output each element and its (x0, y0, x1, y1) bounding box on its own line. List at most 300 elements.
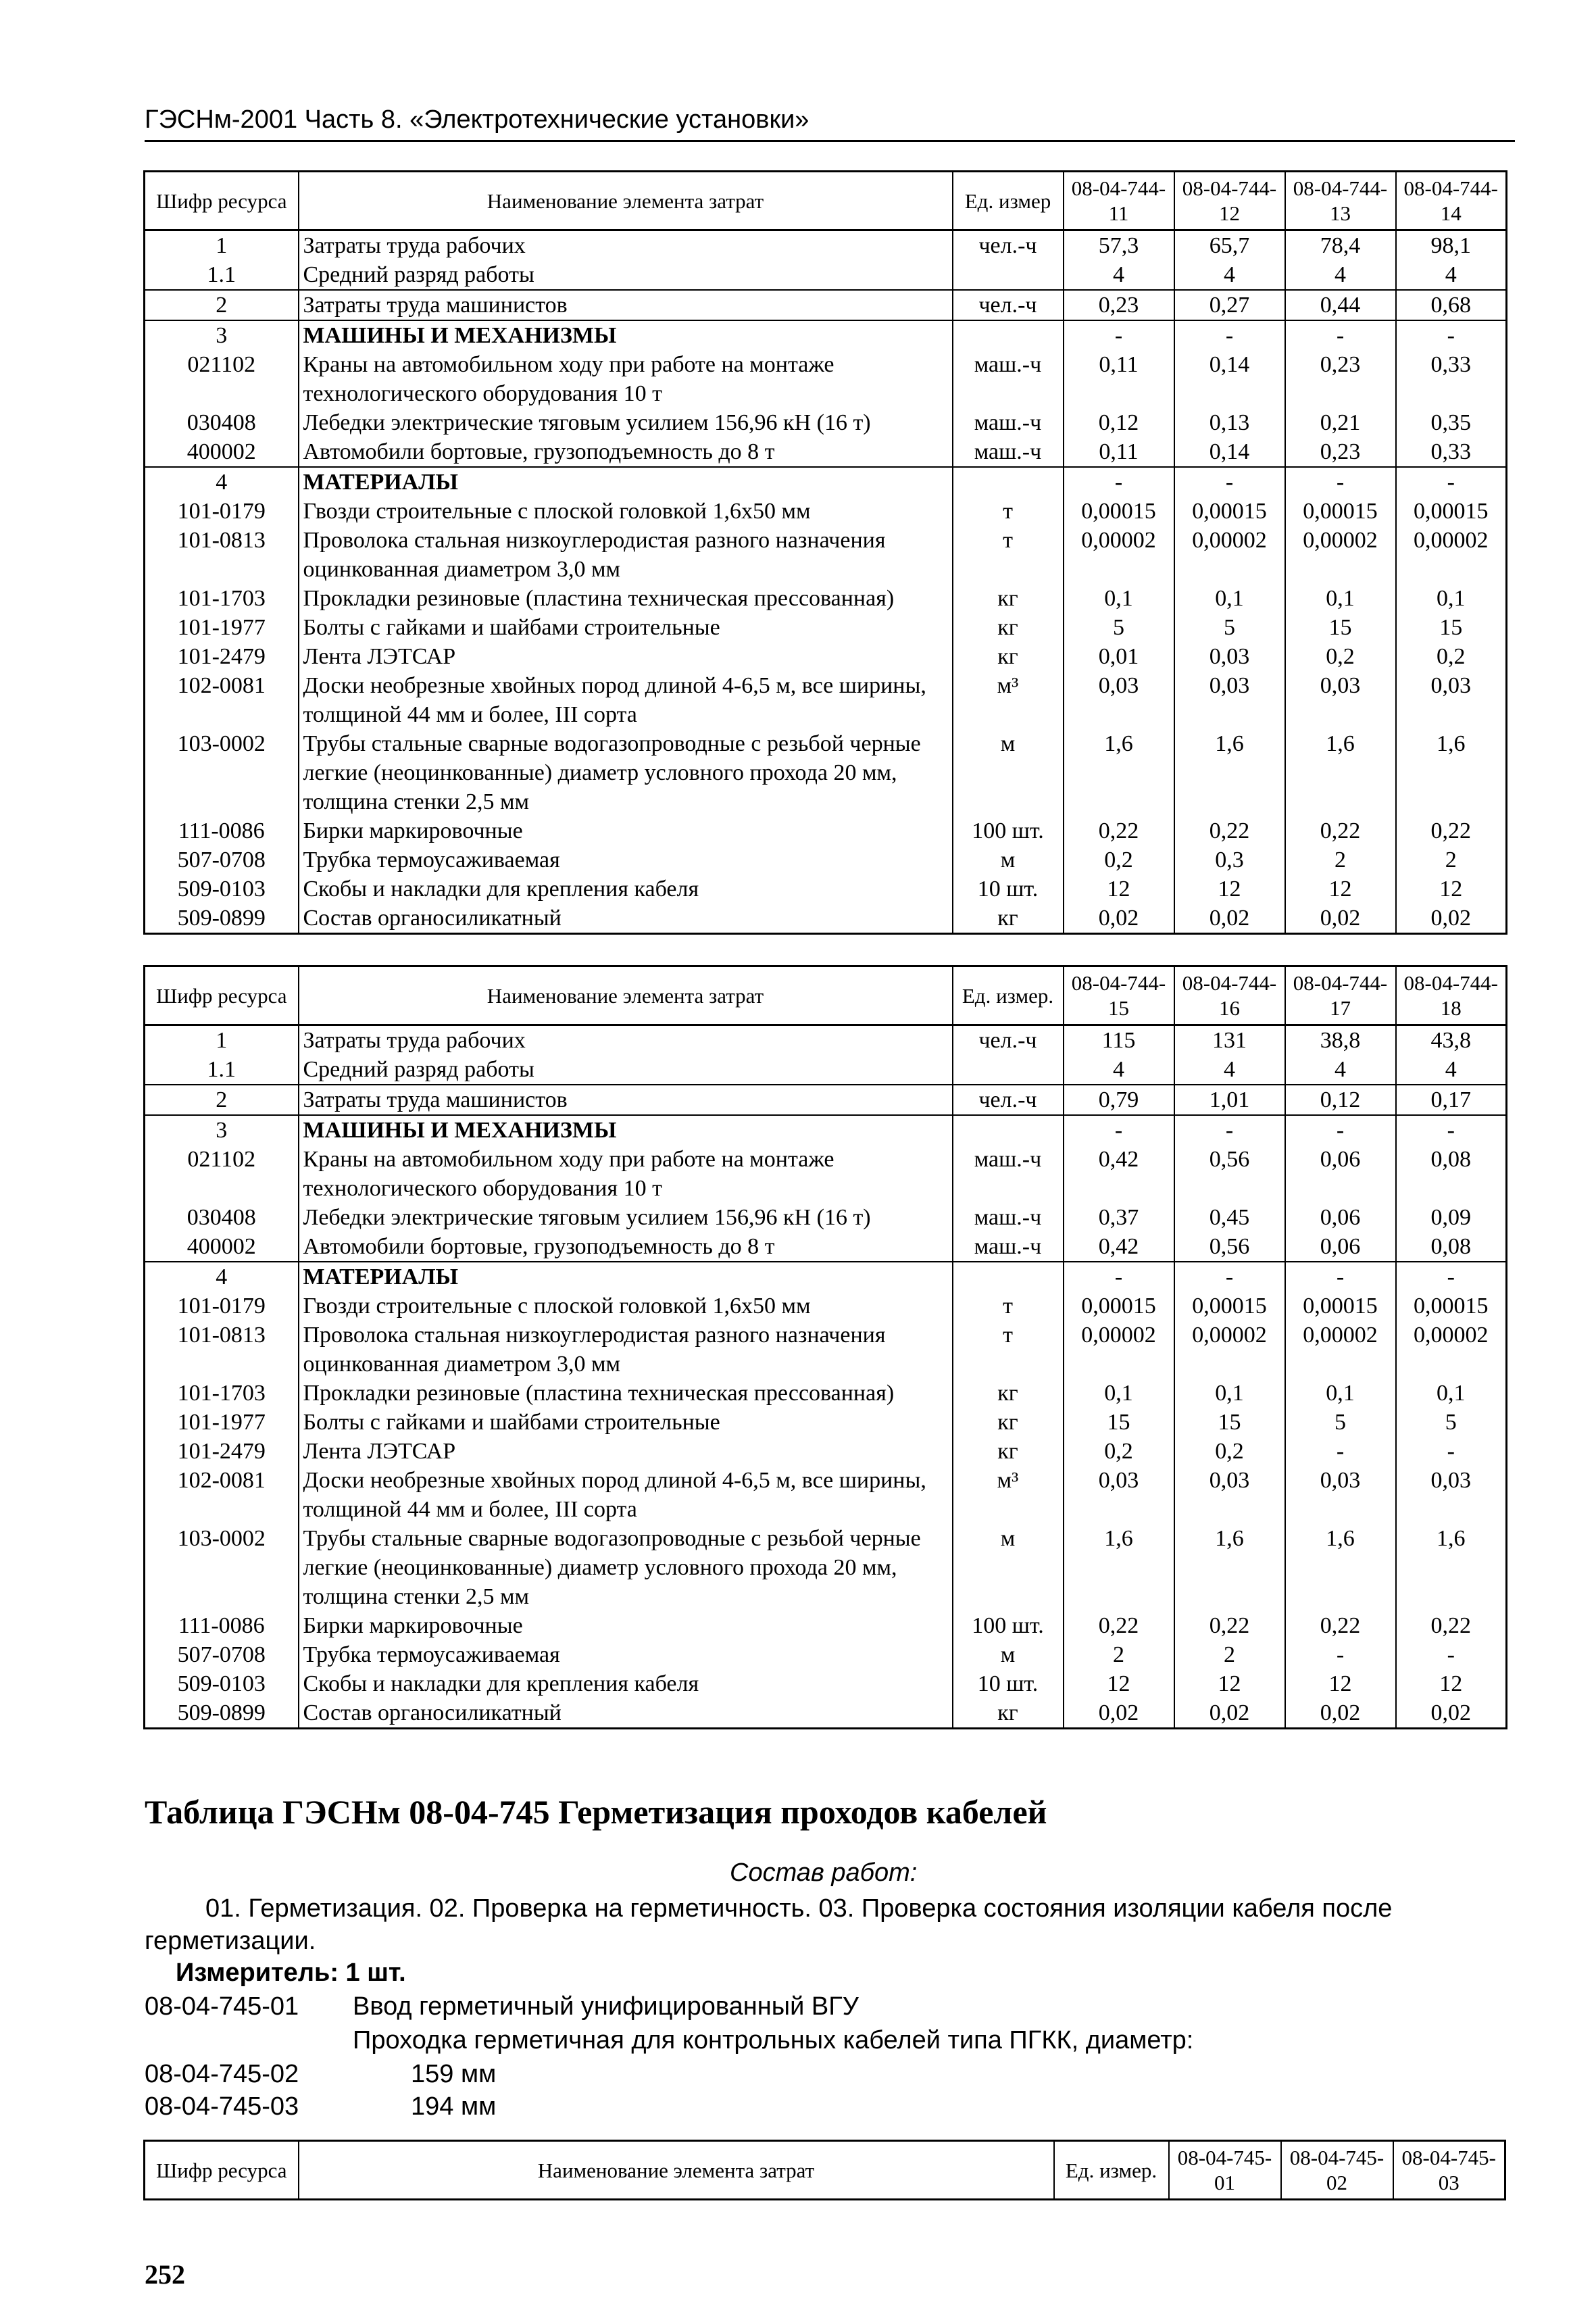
cell-value: 5 (1285, 1408, 1396, 1437)
table-row (145, 1379, 1507, 1408)
cell-value: - (1174, 1115, 1285, 1145)
cell-value: 0,22 (1064, 1611, 1174, 1640)
col-header-rate: 08-04-744-12 (1174, 172, 1285, 230)
cell-value: 2 (1396, 845, 1507, 875)
cell-value: 0,1 (1396, 1379, 1507, 1408)
cell-value: 12 (1064, 875, 1174, 904)
cell-value: 43,8 (1396, 1025, 1507, 1056)
cell-value: 0,1 (1174, 1379, 1285, 1408)
cell-value: 0,08 (1396, 1145, 1507, 1203)
resource-table-744-15-18 (143, 965, 1507, 1729)
cell-value: 0,12 (1064, 408, 1174, 437)
cell-value: - (1396, 1262, 1507, 1291)
cell-value: 115 (1064, 1025, 1174, 1056)
col-header-rate: 08-04-744-16 (1174, 966, 1285, 1025)
cell-value: 0,27 (1174, 290, 1285, 320)
page-number: 252 (145, 2259, 185, 2290)
cell-value: 0,23 (1285, 350, 1396, 408)
cell-name: Лента ЛЭТСАР (299, 1437, 953, 1466)
cell-unit: чел.-ч (953, 290, 1064, 320)
cell-value: 0,03 (1064, 1466, 1174, 1524)
table-row (145, 497, 1507, 526)
cell-code: 2 (145, 290, 299, 320)
cell-name: Состав органосиликатный (299, 1698, 953, 1729)
cell-code: 3 (145, 1115, 299, 1145)
col-header-shifr: Шифр ресурса (145, 966, 299, 1025)
cell-value: 0,00002 (1174, 1321, 1285, 1379)
cell-value: 0,08 (1396, 1232, 1507, 1262)
cell-name: Бирки маркировочные (299, 1611, 953, 1640)
cell-value: 0,00002 (1174, 526, 1285, 584)
table-header-row (145, 172, 1507, 230)
table-row (145, 1085, 1507, 1115)
cell-value: 0,00015 (1064, 1291, 1174, 1321)
cell-unit: чел.-ч (953, 230, 1064, 261)
cell-value: 0,1 (1396, 584, 1507, 613)
cell-value: 0,03 (1285, 671, 1396, 729)
cell-value: 0,2 (1396, 642, 1507, 671)
table-row (145, 1698, 1507, 1729)
cell-value: 12 (1174, 875, 1285, 904)
cell-value: 0,02 (1064, 1698, 1174, 1729)
col-header-rate: 08-04-744-15 (1064, 966, 1174, 1025)
cell-unit: маш.-ч (953, 1145, 1064, 1203)
cell-value: 5 (1064, 613, 1174, 642)
cell-code: 1 (145, 1025, 299, 1056)
cell-code: 101-2479 (145, 642, 299, 671)
cell-unit: м (953, 845, 1064, 875)
cell-unit: маш.-ч (953, 408, 1064, 437)
cell-name: Автомобили бортовые, грузоподъемность до 8 т (299, 1232, 953, 1262)
table-row (145, 1524, 1507, 1611)
cell-value: 1,6 (1396, 729, 1507, 816)
table-row (145, 1115, 1507, 1145)
cell-unit (953, 467, 1064, 497)
cell-value: 57,3 (1064, 230, 1174, 261)
cell-code: 101-2479 (145, 1437, 299, 1466)
cell-code: 1.1 (145, 260, 299, 290)
cell-code: 102-0081 (145, 1466, 299, 1524)
cell-name: Гвозди строительные с плоской головкой 1,6х50 мм (299, 497, 953, 526)
cell-unit: кг (953, 1379, 1064, 1408)
table-row (145, 1611, 1507, 1640)
cell-value: 0,11 (1064, 350, 1174, 408)
cell-name: Проволока стальная низкоуглеродистая разного назначения оцинкованная диаметром 3,0 мм (299, 1321, 953, 1379)
cell-unit: кг (953, 1408, 1064, 1437)
cell-value: 12 (1285, 875, 1396, 904)
cell-value: 0,1 (1285, 584, 1396, 613)
cell-value: 4 (1174, 1055, 1285, 1085)
cell-code: 030408 (145, 1203, 299, 1232)
cell-value: 0,2 (1285, 642, 1396, 671)
cell-code: 101-0813 (145, 1321, 299, 1379)
cell-name: Гвозди строительные с плоской головкой 1,6х50 мм (299, 1291, 953, 1321)
cell-value: - (1174, 320, 1285, 350)
cell-unit (953, 260, 1064, 290)
cell-unit (953, 320, 1064, 350)
cell-unit: кг (953, 904, 1064, 934)
cell-name: Затраты труда рабочих (299, 1025, 953, 1056)
cell-code: 3 (145, 320, 299, 350)
cell-name: МАТЕРИАЛЫ (299, 1262, 953, 1291)
cell-unit: м (953, 1524, 1064, 1611)
cell-value: 0,00015 (1174, 497, 1285, 526)
cell-value: 0,03 (1174, 1466, 1285, 1524)
cell-name: Прокладки резиновые (пластина техническая прессованная) (299, 1379, 953, 1408)
cell-unit: чел.-ч (953, 1085, 1064, 1115)
col-header-shifr: Шифр ресурса (145, 172, 299, 230)
cell-unit: маш.-ч (953, 1203, 1064, 1232)
cell-code: 4 (145, 1262, 299, 1291)
table-row (145, 1262, 1507, 1291)
cell-unit: кг (953, 584, 1064, 613)
table-row (145, 1025, 1507, 1056)
cell-value: 0,03 (1064, 671, 1174, 729)
cell-name: Проволока стальная низкоуглеродистая разного назначения оцинкованная диаметром 3,0 мм (299, 526, 953, 584)
cell-value: 0,01 (1064, 642, 1174, 671)
cell-name: Болты с гайками и шайбами строительные (299, 1408, 953, 1437)
cell-unit: 100 шт. (953, 1611, 1064, 1640)
cell-value: 5 (1396, 1408, 1507, 1437)
cell-name: Состав органосиликатный (299, 904, 953, 934)
col-header-rate: 08-04-745-01 (1169, 2141, 1281, 2200)
col-header-rate: 08-04-744-18 (1396, 966, 1507, 1025)
cell-unit (953, 1115, 1064, 1145)
sostav-text: 01. Герметизация. 02. Проверка на герметичность. 03. Проверка состояния изоляции кабеля после герметизации. (145, 1894, 1393, 1955)
cell-value: 0,17 (1396, 1085, 1507, 1115)
table-body (145, 230, 1507, 934)
table-row (145, 290, 1507, 320)
cell-value: 0,00015 (1174, 1291, 1285, 1321)
cell-value: 4 (1285, 1055, 1396, 1085)
cell-value: 0,22 (1285, 1611, 1396, 1640)
cell-value: 0,35 (1396, 408, 1507, 437)
table-row (145, 904, 1507, 934)
cell-value: 0,45 (1174, 1203, 1285, 1232)
cell-value: 0,06 (1285, 1145, 1396, 1203)
cell-value: 98,1 (1396, 230, 1507, 261)
cell-unit (953, 1055, 1064, 1085)
cell-value: 0,33 (1396, 437, 1507, 467)
cell-value: 0,02 (1396, 1698, 1507, 1729)
table-row (145, 437, 1507, 467)
table-row (145, 408, 1507, 437)
cell-value: 0,44 (1285, 290, 1396, 320)
cell-code: 509-0103 (145, 875, 299, 904)
cell-name: Скобы и накладки для крепления кабеля (299, 1669, 953, 1698)
cell-value: 1,6 (1064, 729, 1174, 816)
cell-value: 0,09 (1396, 1203, 1507, 1232)
cell-name: МАТЕРИАЛЫ (299, 467, 953, 497)
cell-value: 2 (1285, 845, 1396, 875)
cell-value: 0,2 (1064, 1437, 1174, 1466)
cell-value: 0,00002 (1396, 526, 1507, 584)
cell-value: 0,12 (1285, 1085, 1396, 1115)
cell-value: 2 (1064, 1640, 1174, 1669)
table-row (145, 642, 1507, 671)
cell-unit: маш.-ч (953, 350, 1064, 408)
cell-value: 4 (1064, 1055, 1174, 1085)
cell-code: 2 (145, 1085, 299, 1115)
table-row (145, 1466, 1507, 1524)
position-code: 08-04-745-02 (145, 2060, 299, 2088)
cell-value: 0,00015 (1064, 497, 1174, 526)
cell-value: 4 (1285, 260, 1396, 290)
cell-value: - (1174, 1262, 1285, 1291)
cell-name: Доски необрезные хвойных пород длиной 4-6,5 м, все ширины, толщиной 44 мм и более, III сорта (299, 671, 953, 729)
cell-name: Бирки маркировочные (299, 816, 953, 845)
col-header-rate: 08-04-745-02 (1281, 2141, 1393, 2200)
cell-value: 0,2 (1064, 845, 1174, 875)
cell-unit: т (953, 1321, 1064, 1379)
cell-value: 5 (1174, 613, 1285, 642)
cell-value: 12 (1396, 875, 1507, 904)
cell-code: 021102 (145, 350, 299, 408)
cell-value: - (1174, 467, 1285, 497)
cell-unit: 10 шт. (953, 875, 1064, 904)
cell-code: 1 (145, 230, 299, 261)
resource-table-745 (143, 2140, 1506, 2200)
cell-value: 0,00015 (1396, 1291, 1507, 1321)
cell-value: - (1064, 467, 1174, 497)
cell-value: - (1396, 320, 1507, 350)
cell-value: 0,22 (1285, 816, 1396, 845)
running-header: ГЭСНм-2001 Часть 8. «Электротехнические установки» (145, 105, 1515, 142)
cell-value: 0,23 (1285, 437, 1396, 467)
cell-name: Трубка термоусаживаемая (299, 1640, 953, 1669)
position-text: 159 мм (411, 2060, 497, 2088)
izmeritel-label: Измеритель: (176, 1959, 339, 1987)
cell-value: 1,6 (1396, 1524, 1507, 1611)
cell-value: 0,22 (1174, 1611, 1285, 1640)
table-row (145, 1203, 1507, 1232)
cell-value: 0,22 (1174, 816, 1285, 845)
cell-code: 1.1 (145, 1055, 299, 1085)
cell-value: 0,3 (1174, 845, 1285, 875)
cell-value: 15 (1174, 1408, 1285, 1437)
cell-value: 65,7 (1174, 230, 1285, 261)
cell-value: 0,00015 (1396, 497, 1507, 526)
position-code: 08-04-745-03 (145, 2092, 299, 2121)
cell-name: Средний разряд работы (299, 1055, 953, 1085)
cell-name: МАШИНЫ И МЕХАНИЗМЫ (299, 320, 953, 350)
cell-value: 0,00002 (1064, 526, 1174, 584)
col-header-shifr: Шифр ресурса (145, 2141, 299, 2200)
table-row (145, 1291, 1507, 1321)
cell-value: 0,00015 (1285, 1291, 1396, 1321)
cell-value: 0,42 (1064, 1145, 1174, 1203)
cell-value: 0,1 (1174, 584, 1285, 613)
cell-value: 0,37 (1064, 1203, 1174, 1232)
cell-value: - (1285, 1262, 1396, 1291)
cell-code: 509-0899 (145, 904, 299, 934)
cell-value: 12 (1174, 1669, 1285, 1698)
col-header-rate: 08-04-744-13 (1285, 172, 1396, 230)
cell-value: 0,42 (1064, 1232, 1174, 1262)
cell-unit: кг (953, 1437, 1064, 1466)
cell-value: 78,4 (1285, 230, 1396, 261)
cell-value: 0,03 (1396, 671, 1507, 729)
cell-value: 0,22 (1396, 1611, 1507, 1640)
cell-name: Лебедки электрические тяговым усилием 156,96 кН (16 т) (299, 1203, 953, 1232)
cell-unit: т (953, 497, 1064, 526)
cell-unit: м³ (953, 1466, 1064, 1524)
cell-value: 0,22 (1064, 816, 1174, 845)
cell-name: Автомобили бортовые, грузоподъемность до 8 т (299, 437, 953, 467)
cell-value: 0,21 (1285, 408, 1396, 437)
cell-code: 021102 (145, 1145, 299, 1203)
cell-value: - (1285, 1115, 1396, 1145)
cell-value: 12 (1396, 1669, 1507, 1698)
cell-code: 509-0103 (145, 1669, 299, 1698)
table-row (145, 1145, 1507, 1203)
cell-name: Лебедки электрические тяговым усилием 156,96 кН (16 т) (299, 408, 953, 437)
cell-value: 0,02 (1285, 1698, 1396, 1729)
cell-value: 0,02 (1174, 1698, 1285, 1729)
cell-value: 15 (1064, 1408, 1174, 1437)
position-text: Ввод герметичный унифицированный ВГУ (353, 1992, 859, 2021)
cell-unit: м (953, 729, 1064, 816)
cell-name: Трубы стальные сварные водогазопроводные с резьбой черные легкие (неоцинкованные) диаметр условного прохода 20 мм, толщина стенки 2,5 мм (299, 1524, 953, 1611)
position-text: 194 мм (411, 2092, 497, 2121)
cell-value: 0,13 (1174, 408, 1285, 437)
cell-name: Лента ЛЭТСАР (299, 642, 953, 671)
cell-value: - (1396, 467, 1507, 497)
table-row (145, 260, 1507, 290)
cell-value: - (1064, 1115, 1174, 1145)
cell-value: 1,6 (1285, 1524, 1396, 1611)
col-header-unit: Ед. измер. (953, 966, 1064, 1025)
cell-code: 102-0081 (145, 671, 299, 729)
cell-unit: кг (953, 1698, 1064, 1729)
cell-value: 0,06 (1285, 1203, 1396, 1232)
cell-value: 15 (1285, 613, 1396, 642)
cell-value: 0,00002 (1396, 1321, 1507, 1379)
table-row (145, 320, 1507, 350)
cell-value: 0,1 (1285, 1379, 1396, 1408)
cell-value: 12 (1064, 1669, 1174, 1698)
cell-value: 2 (1174, 1640, 1285, 1669)
position-code: 08-04-745-01 (145, 1992, 299, 2021)
cell-value: 4 (1396, 1055, 1507, 1085)
cell-value: - (1285, 1640, 1396, 1669)
table-row (145, 613, 1507, 642)
cell-value: 0,2 (1174, 1437, 1285, 1466)
cell-value: 0,00002 (1285, 526, 1396, 584)
cell-value: - (1285, 467, 1396, 497)
cell-value: - (1285, 1437, 1396, 1466)
cell-code: 101-1703 (145, 584, 299, 613)
table-header-row (145, 2141, 1505, 2200)
cell-name: Затраты труда машинистов (299, 290, 953, 320)
table-row (145, 1055, 1507, 1085)
cell-value: 0,06 (1285, 1232, 1396, 1262)
cell-unit: м (953, 1640, 1064, 1669)
table-row (145, 1232, 1507, 1262)
cell-code: 101-1977 (145, 613, 299, 642)
cell-unit: кг (953, 642, 1064, 671)
cell-name: Прокладки резиновые (пластина техническая прессованная) (299, 584, 953, 613)
cell-value: 38,8 (1285, 1025, 1396, 1056)
cell-value: 0,68 (1396, 290, 1507, 320)
cell-value: 0,23 (1064, 290, 1174, 320)
cell-value: - (1396, 1437, 1507, 1466)
cell-unit: маш.-ч (953, 1232, 1064, 1262)
cell-value: 15 (1396, 613, 1507, 642)
cell-value: 0,03 (1174, 642, 1285, 671)
col-header-unit: Ед. измер (953, 172, 1064, 230)
table-row (145, 467, 1507, 497)
table-header-row (145, 966, 1507, 1025)
cell-code: 103-0002 (145, 1524, 299, 1611)
cell-value: 1,6 (1064, 1524, 1174, 1611)
cell-name: Болты с гайками и шайбами строительные (299, 613, 953, 642)
col-header-name: Наименование элемента затрат (299, 966, 953, 1025)
cell-value: 0,00002 (1285, 1321, 1396, 1379)
cell-value: 1,6 (1285, 729, 1396, 816)
cell-value: 0,79 (1064, 1085, 1174, 1115)
cell-value: 0,1 (1064, 584, 1174, 613)
cell-name: Краны на автомобильном ходу при работе на монтаже технологического оборудования 10 т (299, 1145, 953, 1203)
cell-unit: чел.-ч (953, 1025, 1064, 1056)
table-row (145, 845, 1507, 875)
cell-value: 0,00002 (1064, 1321, 1174, 1379)
cell-value: 0,03 (1285, 1466, 1396, 1524)
position-group-text: Проходка герметичная для контрольных кабелей типа ПГКК, диаметр: (353, 2026, 1194, 2054)
cell-value: 1,01 (1174, 1085, 1285, 1115)
cell-value: 0,02 (1174, 904, 1285, 934)
table-row (145, 1408, 1507, 1437)
cell-name: Скобы и накладки для крепления кабеля (299, 875, 953, 904)
col-header-rate: 08-04-744-17 (1285, 966, 1396, 1025)
cell-unit: т (953, 526, 1064, 584)
cell-value: 0,56 (1174, 1145, 1285, 1203)
cell-value: - (1064, 320, 1174, 350)
cell-code: 111-0086 (145, 1611, 299, 1640)
cell-code: 101-1977 (145, 1408, 299, 1437)
cell-value: 0,14 (1174, 437, 1285, 467)
cell-code: 030408 (145, 408, 299, 437)
table-row (145, 1437, 1507, 1466)
col-header-name: Наименование элемента затрат (299, 2141, 1054, 2200)
cell-code: 101-0179 (145, 1291, 299, 1321)
cell-value: 0,11 (1064, 437, 1174, 467)
table-row (145, 526, 1507, 584)
col-header-rate: 08-04-744-11 (1064, 172, 1174, 230)
col-header-name: Наименование элемента затрат (299, 172, 953, 230)
cell-unit: кг (953, 613, 1064, 642)
cell-code: 400002 (145, 437, 299, 467)
cell-code: 509-0899 (145, 1698, 299, 1729)
table-row (145, 671, 1507, 729)
cell-value: 0,00015 (1285, 497, 1396, 526)
cell-value: 1,6 (1174, 1524, 1285, 1611)
cell-value: 1,6 (1174, 729, 1285, 816)
cell-unit (953, 1262, 1064, 1291)
cell-code: 507-0708 (145, 845, 299, 875)
cell-value: 0,02 (1396, 904, 1507, 934)
table-row (145, 875, 1507, 904)
cell-code: 507-0708 (145, 1640, 299, 1669)
table-row (145, 230, 1507, 261)
cell-value: 4 (1064, 260, 1174, 290)
cell-value: - (1285, 320, 1396, 350)
cell-unit: 10 шт. (953, 1669, 1064, 1698)
cell-name: Трубка термоусаживаемая (299, 845, 953, 875)
cell-code: 111-0086 (145, 816, 299, 845)
table-row (145, 584, 1507, 613)
cell-value: 0,22 (1396, 816, 1507, 845)
